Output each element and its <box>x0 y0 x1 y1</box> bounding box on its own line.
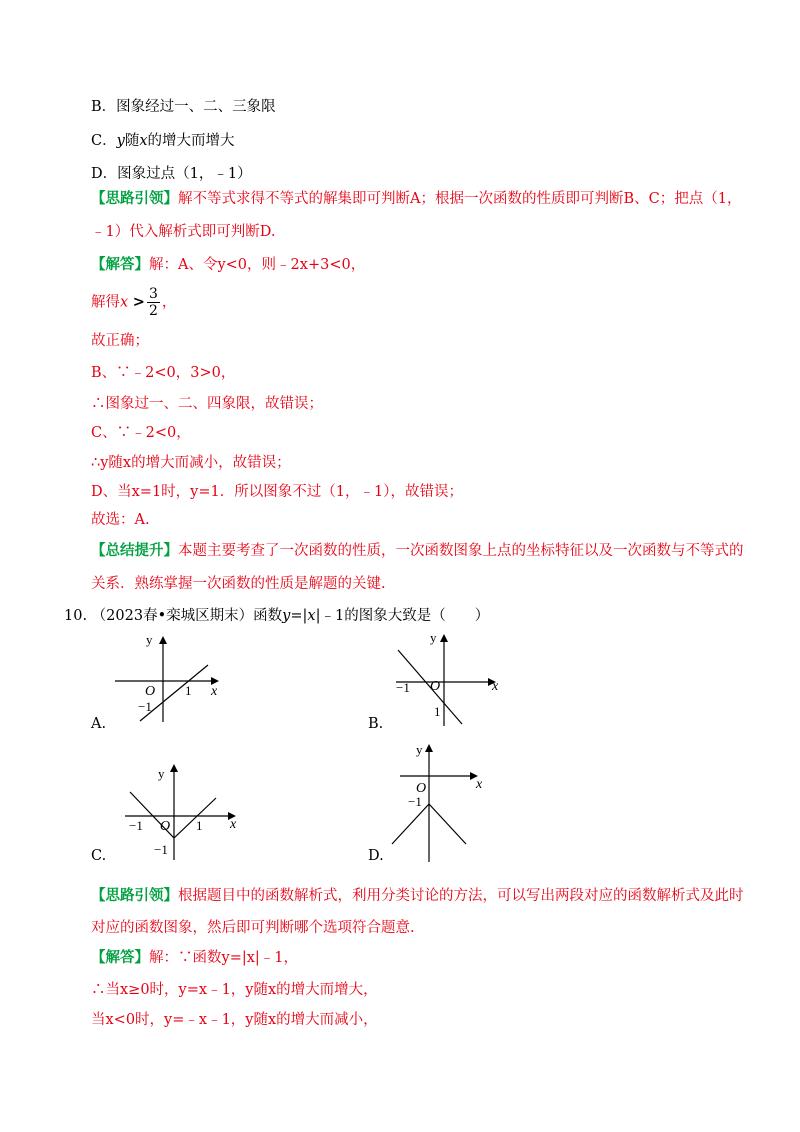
graph-b-x-label: x <box>492 679 499 694</box>
answer1-tag: 【解答】 <box>91 256 149 273</box>
answer2-line2: ∴当x≥0时，y=x﹣1，y随x的增大而增大， <box>91 982 378 998</box>
graph-a-label: A. <box>91 716 107 732</box>
graph-a-one: 1 <box>185 683 192 698</box>
hint2-line1 <box>91 886 744 906</box>
answer1-b: B、∵﹣2<0，3>0， <box>91 365 236 381</box>
question10-stem-pre: 函数 <box>253 608 283 624</box>
answer1-correct: 故正确； <box>91 333 149 349</box>
solve-gt: > <box>132 293 145 311</box>
answer1-c: C、∵﹣2<0， <box>91 425 191 441</box>
summary1-text1: 本题主要考查了一次函数的性质，一次函数图象上点的坐标特征以及一次函数与不等式的 <box>178 543 744 559</box>
graph-c-origin: O <box>160 819 171 834</box>
question10-x: x <box>307 608 316 624</box>
graph-c-one: 1 <box>196 818 203 833</box>
hint1-line1 <box>91 189 741 209</box>
frac-numerator: 3 <box>148 286 158 302</box>
graph-c-label: C. <box>91 848 107 864</box>
answer1-text1: 解：A、令y<0，则﹣2x+3<0， <box>149 257 366 273</box>
hint1-tag: 【思路引领】 <box>91 190 178 207</box>
graph-a-svg <box>110 628 230 723</box>
option-c-y: y <box>116 133 125 149</box>
graph-a-neg-one: −1 <box>138 699 152 714</box>
graph-c-neg-one-x: −1 <box>129 818 143 833</box>
graph-a-y-label: y <box>146 632 153 647</box>
graph-b-origin: O <box>430 679 441 694</box>
fraction-three-halves <box>147 286 160 319</box>
graph-d <box>390 740 510 862</box>
solve-suffix: ， <box>161 294 177 311</box>
answer1-c2: ∴y随x的增大而减小，故错误； <box>91 455 291 471</box>
graph-d-origin: O <box>416 781 427 796</box>
frac-denominator: 2 <box>148 303 158 319</box>
hint1-text1: 解不等式求得不等式的解集即可判断A；根据一次函数的性质即可判断B、C；把点（1， <box>178 191 742 207</box>
graph-c-y-label: y <box>158 766 165 781</box>
hint2-line2: 对应的函数图象，然后即可判断哪个选项符合题意. <box>91 920 415 936</box>
answer1-b2: ∴图象过一、二、四象限，故错误； <box>91 396 323 412</box>
option-d: D．图象过点（1，﹣1） <box>91 166 252 182</box>
answer1-line1 <box>91 255 365 275</box>
answer2-tag: 【解答】 <box>91 949 149 966</box>
option-c <box>91 131 235 151</box>
option-c-prefix: C． <box>91 133 117 149</box>
option-b: B．图象经过一、二、三象限 <box>91 99 276 115</box>
answer2-line3: 当x<0时，y=﹣x﹣1，y随x的增大而减小， <box>91 1012 378 1028</box>
hint2-tag: 【思路引领】 <box>91 887 178 904</box>
graph-d-y-label: y <box>416 742 423 757</box>
question10-number: 10. <box>64 608 88 624</box>
solve-prefix: 解得 <box>91 294 120 311</box>
graph-c-x-label: x <box>230 817 237 832</box>
graph-b-svg <box>392 628 512 728</box>
graph-b-label: B. <box>368 716 384 732</box>
graph-c-neg-one-y: −1 <box>154 842 168 857</box>
graph-d-x-label: x <box>476 777 483 792</box>
option-c-x: x <box>139 133 148 149</box>
graph-c-svg <box>120 760 250 860</box>
graph-a-x-label: x <box>211 684 218 699</box>
question10-stem-post: |﹣1的图象大致是（ ） <box>315 608 490 624</box>
graph-b <box>392 628 512 728</box>
answer1-d: D、当x=1时，y=1．所以图象不过（1，﹣1），故错误； <box>91 484 463 500</box>
summary1-line2: 关系．熟练掌握一次函数的性质是解题的关键. <box>91 576 386 592</box>
graph-b-one: 1 <box>434 704 441 719</box>
graph-d-label: D. <box>368 848 384 864</box>
graph-d-neg-one: −1 <box>408 794 422 809</box>
graph-b-neg-one: −1 <box>396 680 410 695</box>
question10-source: （2023春•栾城区期末） <box>91 608 254 624</box>
graph-b-y-label: y <box>430 630 437 645</box>
option-c-mid: 随 <box>124 133 140 149</box>
answer1-choose: 故选：A. <box>91 512 150 528</box>
answer2-line1 <box>91 948 298 968</box>
summary1-tag: 【总结提升】 <box>91 542 178 559</box>
graph-d-y-arrow <box>425 744 433 752</box>
graph-c-y-arrow <box>170 764 178 772</box>
graph-c <box>120 760 250 860</box>
question10-stem <box>64 606 489 626</box>
graph-c-v-shape <box>130 792 216 838</box>
graph-a-y-arrow <box>159 636 167 644</box>
option-c-end: 的增大而增大 <box>147 133 235 149</box>
hint2-text1: 根据题目中的函数解析式，利用分类讨论的方法，可以写出两段对应的函数解析式及此时 <box>178 888 744 904</box>
summary1-line1 <box>91 541 744 561</box>
graph-a-origin: O <box>145 684 156 699</box>
answer2-text1: 解：∵函数y=|x|﹣1， <box>149 950 299 966</box>
hint1-line2: ﹣1）代入解析式即可判断D. <box>91 224 276 240</box>
question10-eq: =| <box>290 608 308 624</box>
answer1-solve <box>91 286 176 319</box>
graph-a <box>110 628 230 723</box>
graph-d-svg <box>390 740 510 862</box>
solve-var: x <box>120 294 129 311</box>
question10-y: y <box>282 608 291 624</box>
graph-b-y-arrow <box>440 634 448 642</box>
